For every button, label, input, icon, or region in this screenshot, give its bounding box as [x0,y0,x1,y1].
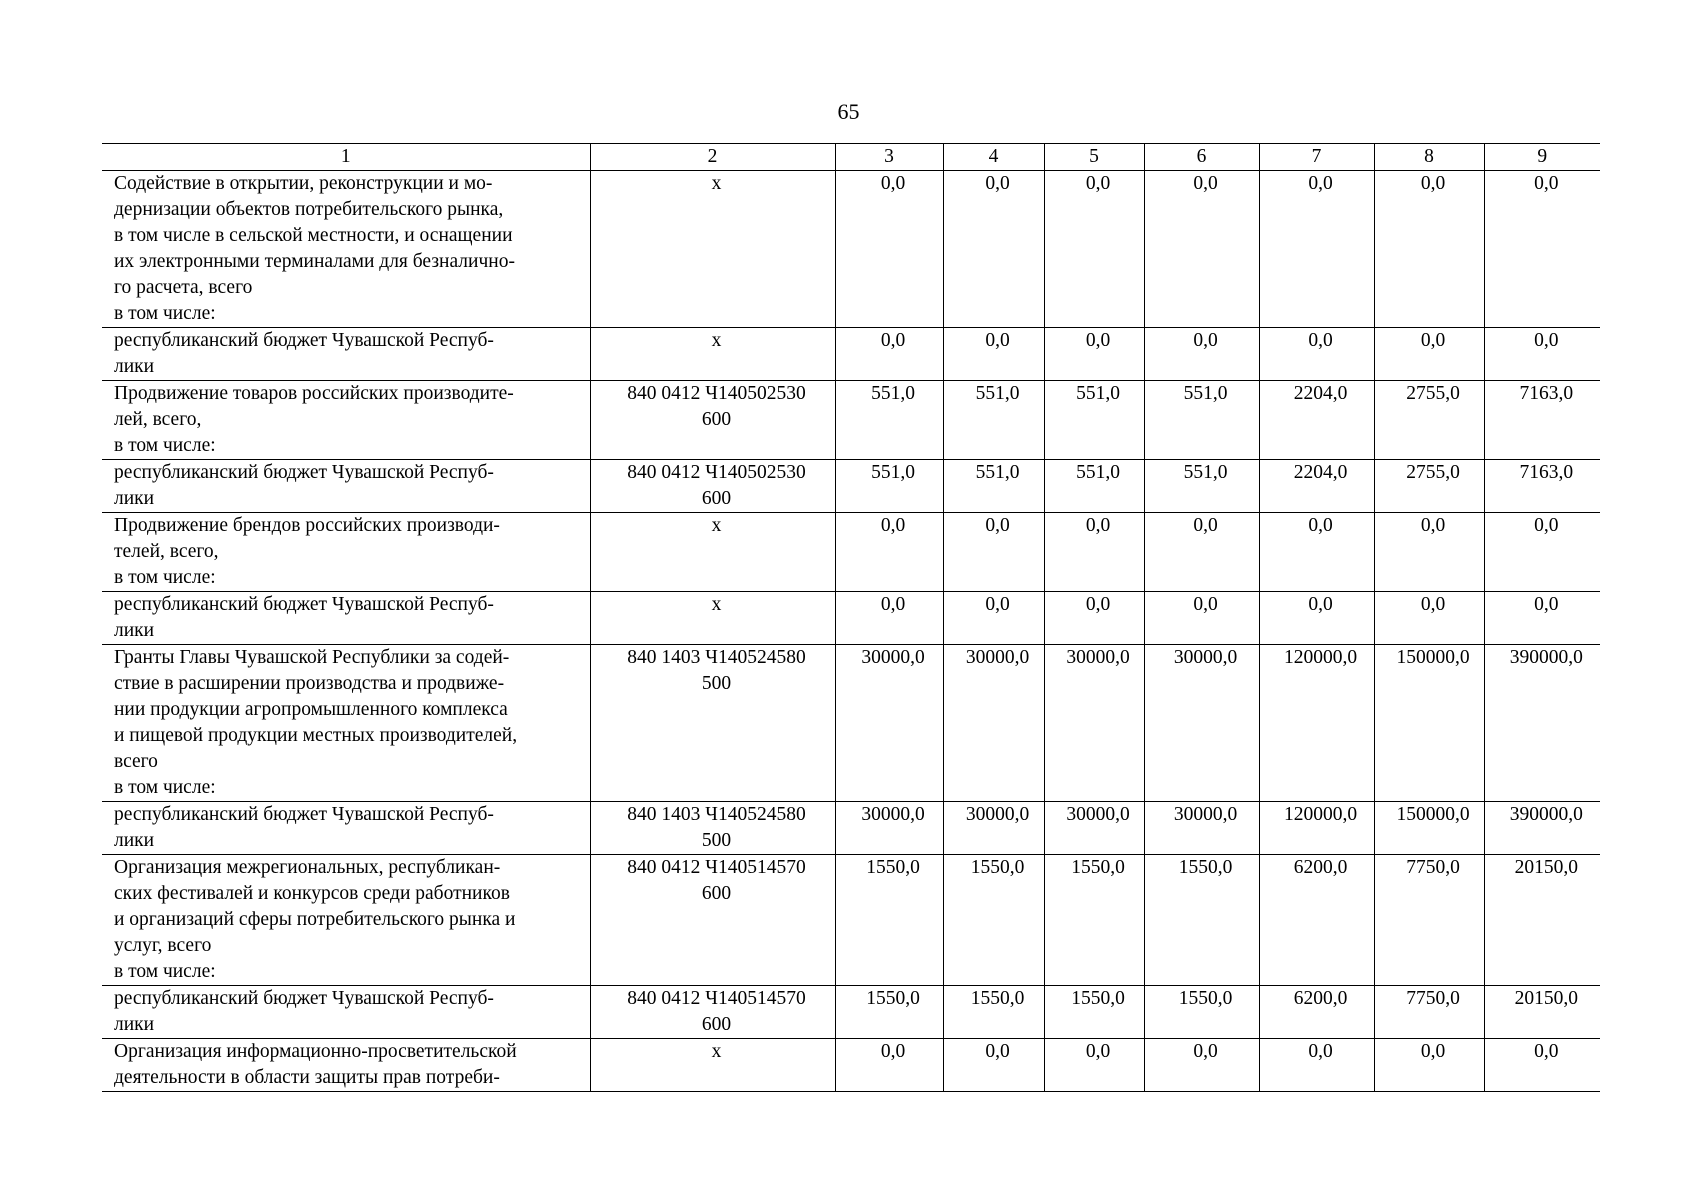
amount-cell-col-9: 7163,0 [1484,381,1600,460]
amount-cell-col-8: 7750,0 [1374,855,1484,986]
description-line: го расчета, всего [114,277,253,298]
row-description [102,460,590,513]
amount-cell-col-9: 0,0 [1484,1039,1600,1092]
amount-cell-col-6: 551,0 [1144,381,1259,460]
description-line: лики [114,620,155,641]
table-row [102,460,1600,513]
description-line: Продвижение товаров российских производите- [114,383,514,404]
amount-cell-col-5: 0,0 [1044,592,1144,645]
budget-code [590,460,835,513]
table-row [102,513,1600,592]
amount-cell-col-5: 0,0 [1044,171,1144,328]
column-number-7: 7 [1259,144,1374,171]
page-number: 65 [837,99,860,124]
budget-code-line: x [711,594,722,615]
amount-cell-col-8: 0,0 [1374,592,1484,645]
budget-code [590,802,835,855]
description-line: и организаций сферы потребительского рынка и [114,909,516,930]
amount-cell-col-7: 120000,0 [1259,802,1374,855]
amount-cell-col-5: 0,0 [1044,513,1144,592]
amount-cell-col-7: 0,0 [1259,328,1374,381]
description-line: лики [114,356,155,377]
row-description [102,328,590,381]
amount-cell-col-4: 0,0 [943,513,1044,592]
budget-code [590,592,835,645]
table-row [102,855,1600,986]
budget-code-line: x [711,173,722,194]
row-description [102,171,590,328]
budget-code-line: 500 [701,830,732,851]
amount-cell-col-7: 0,0 [1259,513,1374,592]
description-line: ских фестивалей и конкурсов среди работников [114,883,510,904]
row-description [102,1039,590,1092]
amount-cell-col-6: 30000,0 [1144,645,1259,802]
amount-cell-col-4: 0,0 [943,1039,1044,1092]
budget-code-line: 600 [701,883,732,904]
amount-cell-col-9: 0,0 [1484,171,1600,328]
column-number-2: 2 [590,144,835,171]
amount-cell-col-7: 0,0 [1259,1039,1374,1092]
row-description [102,855,590,986]
amount-cell-col-4: 1550,0 [943,986,1044,1039]
amount-cell-col-3: 0,0 [835,1039,943,1092]
amount-cell-col-3: 1550,0 [835,855,943,986]
column-number-3: 3 [835,144,943,171]
budget-code-line: 600 [701,409,732,430]
amount-cell-col-3: 0,0 [835,171,943,328]
row-description [102,592,590,645]
table-row [102,802,1600,855]
amount-cell-col-4: 0,0 [943,328,1044,381]
description-line: в том числе: [114,303,216,324]
description-line: Продвижение брендов российских производи- [114,515,500,536]
budget-code-line: x [711,515,722,536]
column-number-9: 9 [1484,144,1600,171]
budget-code-line: 840 0412 Ч140514570 [627,988,806,1009]
amount-cell-col-3: 0,0 [835,513,943,592]
row-description [102,381,590,460]
amount-cell-col-8: 0,0 [1374,1039,1484,1092]
amount-cell-col-8: 7750,0 [1374,986,1484,1039]
amount-cell-col-7: 2204,0 [1259,460,1374,513]
description-line: телей, всего, [114,541,219,562]
budget-table [102,143,1600,1092]
amount-cell-col-9: 20150,0 [1484,855,1600,986]
table-row [102,986,1600,1039]
amount-cell-col-6: 0,0 [1144,328,1259,381]
table-row [102,328,1600,381]
amount-cell-col-5: 1550,0 [1044,855,1144,986]
amount-cell-col-8: 2755,0 [1374,381,1484,460]
budget-code-line: 500 [701,673,732,694]
description-line: Организация информационно-просветительской [114,1041,517,1062]
amount-cell-col-6: 30000,0 [1144,802,1259,855]
description-line: в том числе: [114,435,216,456]
table-header [102,144,1600,171]
budget-code [590,645,835,802]
budget-code [590,328,835,381]
amount-cell-col-4: 1550,0 [943,855,1044,986]
amount-cell-col-3: 0,0 [835,592,943,645]
amount-cell-col-5: 1550,0 [1044,986,1144,1039]
amount-cell-col-8: 0,0 [1374,171,1484,328]
amount-cell-col-8: 0,0 [1374,513,1484,592]
description-line: республиканский бюджет Чувашской Респуб- [114,330,494,351]
amount-cell-col-4: 30000,0 [943,645,1044,802]
amount-cell-col-3: 30000,0 [835,645,943,802]
amount-cell-col-6: 1550,0 [1144,855,1259,986]
row-description [102,986,590,1039]
amount-cell-col-7: 6200,0 [1259,855,1374,986]
description-line: республиканский бюджет Чувашской Респуб- [114,462,494,483]
description-line: Гранты Главы Чувашской Республики за содей- [114,647,510,668]
amount-cell-col-5: 551,0 [1044,381,1144,460]
description-line: лики [114,1014,155,1035]
budget-code [590,171,835,328]
amount-cell-col-9: 0,0 [1484,513,1600,592]
amount-cell-col-3: 551,0 [835,381,943,460]
description-line: дернизации объектов потребительского рынка, [114,199,504,220]
description-line: ствие в расширении производства и продвиже- [114,673,505,694]
amount-cell-col-7: 2204,0 [1259,381,1374,460]
description-line: и пищевой продукции местных производителей, [114,725,518,746]
description-line: нии продукции агропромышленного комплекса [114,699,508,720]
table-row [102,645,1600,802]
budget-code-line: 840 1403 Ч140524580 [627,804,806,825]
table-body [102,171,1600,1092]
description-line: Организация межрегиональных, республикан- [114,857,501,878]
column-number-8: 8 [1374,144,1484,171]
description-line: всего [114,751,158,772]
budget-code [590,513,835,592]
budget-code-line: 840 0412 Ч140514570 [627,857,806,878]
column-number-1: 1 [102,144,590,171]
budget-code [590,855,835,986]
description-line: в том числе: [114,961,216,982]
table-row [102,171,1600,328]
description-line: лики [114,488,155,509]
description-line: в том числе в сельской местности, и оснащении [114,225,513,246]
amount-cell-col-9: 0,0 [1484,592,1600,645]
amount-cell-col-9: 390000,0 [1484,645,1600,802]
amount-cell-col-4: 0,0 [943,171,1044,328]
budget-code-line: x [711,1041,722,1062]
budget-code-line: 840 1403 Ч140524580 [627,647,806,668]
row-description [102,802,590,855]
description-line: республиканский бюджет Чувашской Респуб- [114,804,494,825]
amount-cell-col-8: 150000,0 [1374,802,1484,855]
budget-code-line: 600 [701,488,732,509]
row-description [102,513,590,592]
amount-cell-col-9: 0,0 [1484,328,1600,381]
amount-cell-col-4: 551,0 [943,460,1044,513]
amount-cell-col-4: 551,0 [943,381,1044,460]
amount-cell-col-5: 551,0 [1044,460,1144,513]
table-row [102,1039,1600,1092]
amount-cell-col-3: 0,0 [835,328,943,381]
description-line: услуг, всего [114,935,212,956]
table-row [102,592,1600,645]
amount-cell-col-6: 0,0 [1144,171,1259,328]
amount-cell-col-6: 0,0 [1144,513,1259,592]
description-line: лики [114,830,155,851]
amount-cell-col-7: 0,0 [1259,171,1374,328]
description-line: республиканский бюджет Чувашской Респуб- [114,594,494,615]
amount-cell-col-8: 2755,0 [1374,460,1484,513]
amount-cell-col-9: 20150,0 [1484,986,1600,1039]
budget-code [590,986,835,1039]
budget-code-line: x [711,330,722,351]
column-number-5: 5 [1044,144,1144,171]
amount-cell-col-6: 551,0 [1144,460,1259,513]
amount-cell-col-8: 150000,0 [1374,645,1484,802]
amount-cell-col-3: 30000,0 [835,802,943,855]
table-row [102,381,1600,460]
description-line: в том числе: [114,567,216,588]
budget-code [590,1039,835,1092]
description-line: их электронными терминалами для безналично- [114,251,515,272]
budget-code [590,381,835,460]
amount-cell-col-8: 0,0 [1374,328,1484,381]
amount-cell-col-4: 30000,0 [943,802,1044,855]
budget-code-line: 840 0412 Ч140502530 [627,383,806,404]
amount-cell-col-6: 0,0 [1144,1039,1259,1092]
description-line: в том числе: [114,777,216,798]
budget-code-line: 840 0412 Ч140502530 [627,462,806,483]
column-number-4: 4 [943,144,1044,171]
description-line: республиканский бюджет Чувашской Респуб- [114,988,494,1009]
description-line: лей, всего, [114,409,202,430]
amount-cell-col-3: 1550,0 [835,986,943,1039]
amount-cell-col-6: 0,0 [1144,592,1259,645]
description-line: Содействие в открытии, реконструкции и мо- [114,173,493,194]
amount-cell-col-5: 30000,0 [1044,802,1144,855]
column-number-6: 6 [1144,144,1259,171]
amount-cell-col-7: 0,0 [1259,592,1374,645]
amount-cell-col-7: 120000,0 [1259,645,1374,802]
amount-cell-col-3: 551,0 [835,460,943,513]
amount-cell-col-6: 1550,0 [1144,986,1259,1039]
amount-cell-col-9: 7163,0 [1484,460,1600,513]
amount-cell-col-4: 0,0 [943,592,1044,645]
row-description [102,645,590,802]
amount-cell-col-5: 30000,0 [1044,645,1144,802]
amount-cell-col-5: 0,0 [1044,328,1144,381]
amount-cell-col-9: 390000,0 [1484,802,1600,855]
amount-cell-col-5: 0,0 [1044,1039,1144,1092]
budget-code-line: 600 [701,1014,732,1035]
description-line: деятельности в области защиты прав потреби- [114,1067,500,1088]
amount-cell-col-7: 6200,0 [1259,986,1374,1039]
column-number-row [102,144,1600,171]
